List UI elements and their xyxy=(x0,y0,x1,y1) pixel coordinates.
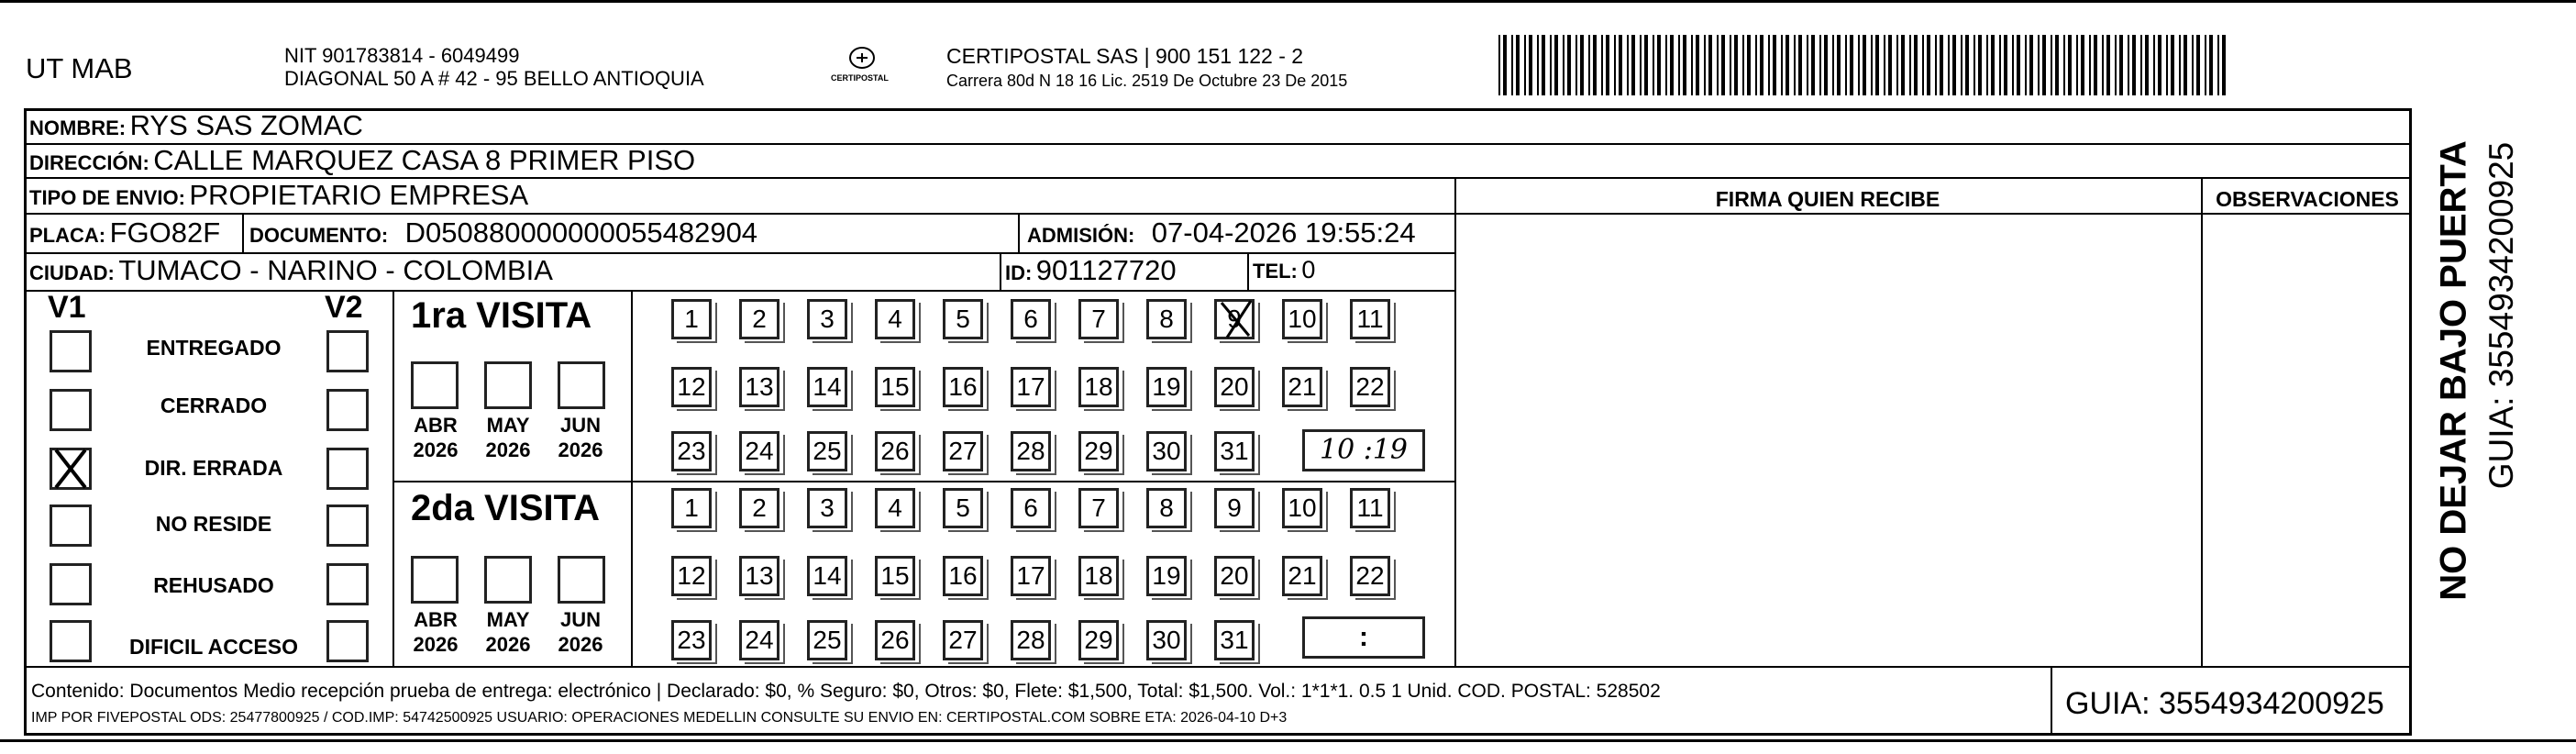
v1days-day-13[interactable]: 13 xyxy=(739,367,779,407)
visit1-month-label xyxy=(548,413,613,462)
row-line xyxy=(24,290,1454,292)
status-label: REHUSADO xyxy=(153,573,274,597)
recipient-address: CALLE MARQUEZ CASA 8 PRIMER PISO xyxy=(153,144,696,176)
v2days-day-24[interactable]: 24 xyxy=(739,620,779,660)
v2days-day-3[interactable]: 3 xyxy=(807,488,847,528)
v1days-day-15[interactable]: 15 xyxy=(875,367,915,407)
doc-row xyxy=(249,216,757,249)
v1days-day-10[interactable]: 10 xyxy=(1282,299,1322,339)
visit-title-line xyxy=(631,290,633,667)
visit2-month-label xyxy=(404,607,468,657)
status-label: DIR. ERRADA xyxy=(144,456,283,480)
check-mark-icon xyxy=(1216,295,1256,341)
address-label: DIRECCIÓN: xyxy=(29,151,149,174)
visit1-month-label xyxy=(404,413,468,462)
month-name: JUN xyxy=(559,608,601,631)
address-row xyxy=(29,144,695,177)
v1days-day-30[interactable]: 30 xyxy=(1146,431,1187,471)
v1days-day-11[interactable]: 11 xyxy=(1350,299,1390,339)
top-edge xyxy=(0,0,2576,3)
v1days-day-4[interactable]: 4 xyxy=(875,299,915,339)
v1-rehusado-checkbox[interactable] xyxy=(50,563,92,605)
visit2-time[interactable]: : xyxy=(1302,616,1425,659)
row-line xyxy=(24,666,2412,668)
visit1-month-label xyxy=(476,413,540,462)
v1days-day-22[interactable]: 22 xyxy=(1350,367,1390,407)
month-name: ABR xyxy=(414,608,458,631)
v1days-day-9[interactable]: 9 xyxy=(1214,299,1255,339)
visit2-month-abr-checkbox[interactable] xyxy=(411,556,459,604)
v1days-day-16[interactable]: 16 xyxy=(943,367,983,407)
observations-header: OBSERVACIONES xyxy=(2216,187,2399,211)
signature-area[interactable] xyxy=(1458,216,2199,664)
observations-area[interactable] xyxy=(2205,216,2410,664)
v1days-day-1[interactable]: 1 xyxy=(671,299,712,339)
admission-row xyxy=(1027,216,1416,249)
nit: NIT 901783814 - 6049499 xyxy=(284,44,520,67)
v2days-day-14[interactable]: 14 xyxy=(807,556,847,596)
month-name: ABR xyxy=(414,414,458,437)
v2days-day-20[interactable]: 20 xyxy=(1214,556,1255,596)
name-label: NOMBRE: xyxy=(29,116,127,139)
v2-rehusado-checkbox[interactable] xyxy=(326,563,369,605)
v2days-day-9[interactable]: 9 xyxy=(1214,488,1255,528)
recipient-name: RYS SAS ZOMAC xyxy=(129,109,363,141)
carrier-license: Carrera 80d N 18 16 Lic. 2519 De Octubre 23 De 2015 xyxy=(946,72,1348,90)
v2days-day-15[interactable]: 15 xyxy=(875,556,915,596)
signature-header: FIRMA QUIEN RECIBE xyxy=(1715,187,1940,211)
visit1-month-jun-checkbox[interactable] xyxy=(558,361,605,409)
footer-divider xyxy=(2051,666,2052,736)
plate: FGO82F xyxy=(109,216,221,249)
city-label: CIUDAD: xyxy=(29,261,115,284)
v1days-day-31[interactable]: 31 xyxy=(1214,431,1255,471)
v1days-day-19[interactable]: 19 xyxy=(1146,367,1187,407)
v2days-day-8[interactable]: 8 xyxy=(1146,488,1187,528)
id-number: 901127720 xyxy=(1035,254,1177,286)
v1days-day-12[interactable]: 12 xyxy=(671,367,712,407)
observations-left-line xyxy=(2201,177,2203,667)
month-year: 2026 xyxy=(485,633,531,656)
v2days-day-10[interactable]: 10 xyxy=(1282,488,1322,528)
month-name: MAY xyxy=(486,414,530,437)
bottom-edge xyxy=(0,739,2576,742)
col-line xyxy=(242,213,244,253)
sender-address: DIAGONAL 50 A # 42 - 95 BELLO ANTIOQUIA xyxy=(284,67,704,90)
certipostal-logo-text: CERTIPOSTAL xyxy=(831,73,889,83)
v1days-day-3[interactable]: 3 xyxy=(807,299,847,339)
v1-dir-errada-checkbox[interactable] xyxy=(50,448,92,490)
ship-type: PROPIETARIO EMPRESA xyxy=(189,179,529,211)
visit1-title: 1ra VISITA xyxy=(411,295,592,336)
v2days-day-5[interactable]: 5 xyxy=(943,488,983,528)
v2days-day-23[interactable]: 23 xyxy=(671,620,712,660)
v2days-day-16[interactable]: 16 xyxy=(943,556,983,596)
v1days-day-6[interactable]: 6 xyxy=(1011,299,1051,339)
month-year: 2026 xyxy=(413,438,459,461)
doc-label: DOCUMENTO: xyxy=(249,224,389,247)
document-number: D050880000000055482904 xyxy=(404,216,758,249)
v2days-day-27[interactable]: 27 xyxy=(943,620,983,660)
guia-number: GUIA: 3554934200925 xyxy=(2065,686,2384,721)
v2days-day-31[interactable]: 31 xyxy=(1214,620,1255,660)
month-year: 2026 xyxy=(558,438,603,461)
certipostal-logo xyxy=(825,44,899,92)
visit2-month-may-checkbox[interactable] xyxy=(484,556,532,604)
v2days-day-6[interactable]: 6 xyxy=(1011,488,1051,528)
col-line xyxy=(1247,252,1249,291)
v2-dificil-acceso-checkbox[interactable] xyxy=(326,620,369,662)
visit1-time[interactable]: 10 :19 xyxy=(1302,429,1425,471)
v2days-day-25[interactable]: 25 xyxy=(807,620,847,660)
v1-cerrado-checkbox[interactable] xyxy=(50,389,92,431)
visit1-month-abr-checkbox[interactable] xyxy=(411,361,459,409)
v2days-day-29[interactable]: 29 xyxy=(1078,620,1119,660)
status-label: DIFICIL ACCESO xyxy=(128,635,298,659)
v1days-day-14[interactable]: 14 xyxy=(807,367,847,407)
v2-dir-errada-checkbox[interactable] xyxy=(326,448,369,490)
visit2-month-label xyxy=(548,607,613,657)
visit2-title: 2da VISITA xyxy=(411,488,600,528)
col-line xyxy=(1000,252,1001,291)
v2days-day-7[interactable]: 7 xyxy=(1078,488,1119,528)
v2-header: V2 xyxy=(325,290,363,325)
v1days-day-24[interactable]: 24 xyxy=(739,431,779,471)
tel-row xyxy=(1253,256,1315,284)
side-guia-number: GUIA: 3554934200925 xyxy=(2482,141,2520,490)
v2days-day-21[interactable]: 21 xyxy=(1282,556,1322,596)
v1-header: V1 xyxy=(48,290,86,325)
name-row xyxy=(29,109,363,142)
v1-entregado-checkbox[interactable] xyxy=(50,330,92,372)
month-year: 2026 xyxy=(413,633,459,656)
ship-type-row xyxy=(29,179,528,212)
v2days-day-22[interactable]: 22 xyxy=(1350,556,1390,596)
v1days-day-21[interactable]: 21 xyxy=(1282,367,1322,407)
ship-type-label: TIPO DE ENVIO: xyxy=(29,186,185,209)
month-name: JUN xyxy=(559,414,601,437)
v1days-day-29[interactable]: 29 xyxy=(1078,431,1119,471)
barcode-icon xyxy=(1497,35,2228,95)
v2days-day-1[interactable]: 1 xyxy=(671,488,712,528)
v2days-day-4[interactable]: 4 xyxy=(875,488,915,528)
v2days-day-13[interactable]: 13 xyxy=(739,556,779,596)
v2days-day-26[interactable]: 26 xyxy=(875,620,915,660)
status-label: ENTREGADO xyxy=(146,336,282,360)
status-panel-right-line xyxy=(392,290,394,667)
city: TUMACO - NARINO - COLOMBIA xyxy=(118,254,553,286)
month-year: 2026 xyxy=(485,438,531,461)
v2-cerrado-checkbox[interactable] xyxy=(326,389,369,431)
footer-imp: IMP POR FIVEPOSTAL ODS: 25477800925 / COD.IMP: 54742500925 USUARIO: OPERACIONES MEDELLIN CONSULTE SU ENVIO EN: CERTIPOSTAL.COM SOBRE ETA: 2026-04-10 D+3 xyxy=(31,710,1288,726)
v1days-day-20[interactable]: 20 xyxy=(1214,367,1255,407)
id-row xyxy=(1005,254,1177,287)
v1days-day-8[interactable]: 8 xyxy=(1146,299,1187,339)
v1days-day-26[interactable]: 26 xyxy=(875,431,915,471)
month-name: MAY xyxy=(486,608,530,631)
row-line xyxy=(24,213,2412,215)
plate-label: PLACA: xyxy=(29,224,106,247)
company-name: UT MAB xyxy=(26,52,133,84)
carrier-name: CERTIPOSTAL SAS | 900 151 122 - 2 xyxy=(946,44,1304,68)
v1days-day-2[interactable]: 2 xyxy=(739,299,779,339)
v2days-day-19[interactable]: 19 xyxy=(1146,556,1187,596)
v2days-day-12[interactable]: 12 xyxy=(671,556,712,596)
month-year: 2026 xyxy=(558,633,603,656)
city-row xyxy=(29,254,553,287)
v1days-day-27[interactable]: 27 xyxy=(943,431,983,471)
v1days-day-5[interactable]: 5 xyxy=(943,299,983,339)
v1days-day-28[interactable]: 28 xyxy=(1011,431,1051,471)
visit-divider xyxy=(392,481,1454,482)
visit2-month-label xyxy=(476,607,540,657)
admission-label: ADMISIÓN: xyxy=(1027,224,1135,247)
col-line xyxy=(1018,213,1020,253)
status-label: CERRADO xyxy=(160,394,268,417)
footer-content: Contenido: Documentos Medio recepción prueba de entrega: electrónico | Declarado: $0, % Seguro: $0, Otros: $0, Flete: $1,500, Total: $1,500. Vol.: 1*1*1. 0.5 1 Unid. COD. POSTAL: 528502 xyxy=(31,681,1661,702)
signature-left-line xyxy=(1454,177,1456,667)
v1days-day-25[interactable]: 25 xyxy=(807,431,847,471)
v2days-day-11[interactable]: 11 xyxy=(1350,488,1390,528)
v2days-day-28[interactable]: 28 xyxy=(1011,620,1051,660)
v1days-day-23[interactable]: 23 xyxy=(671,431,712,471)
admission-date: 07-04-2026 19:55:24 xyxy=(1151,216,1416,249)
no-dejar-bajo-puerta: NO DEJAR BAJO PUERTA xyxy=(2433,140,2474,601)
status-label: NO RESIDE xyxy=(155,512,272,536)
v1days-day-7[interactable]: 7 xyxy=(1078,299,1119,339)
v2days-day-17[interactable]: 17 xyxy=(1011,556,1051,596)
v2-no-reside-checkbox[interactable] xyxy=(326,505,369,547)
v2days-day-30[interactable]: 30 xyxy=(1146,620,1187,660)
v2-entregado-checkbox[interactable] xyxy=(326,330,369,372)
tel: 0 xyxy=(1301,256,1316,283)
v1days-day-18[interactable]: 18 xyxy=(1078,367,1119,407)
v1-dificil-acceso-checkbox[interactable] xyxy=(50,620,92,662)
v2days-day-18[interactable]: 18 xyxy=(1078,556,1119,596)
tel-label: TEL: xyxy=(1253,260,1298,283)
v1-no-reside-checkbox[interactable] xyxy=(50,505,92,547)
v2days-day-2[interactable]: 2 xyxy=(739,488,779,528)
plate-row xyxy=(29,216,220,249)
visit1-month-may-checkbox[interactable] xyxy=(484,361,532,409)
v1days-day-17[interactable]: 17 xyxy=(1011,367,1051,407)
visit2-month-jun-checkbox[interactable] xyxy=(558,556,605,604)
id-label: ID: xyxy=(1005,261,1033,284)
